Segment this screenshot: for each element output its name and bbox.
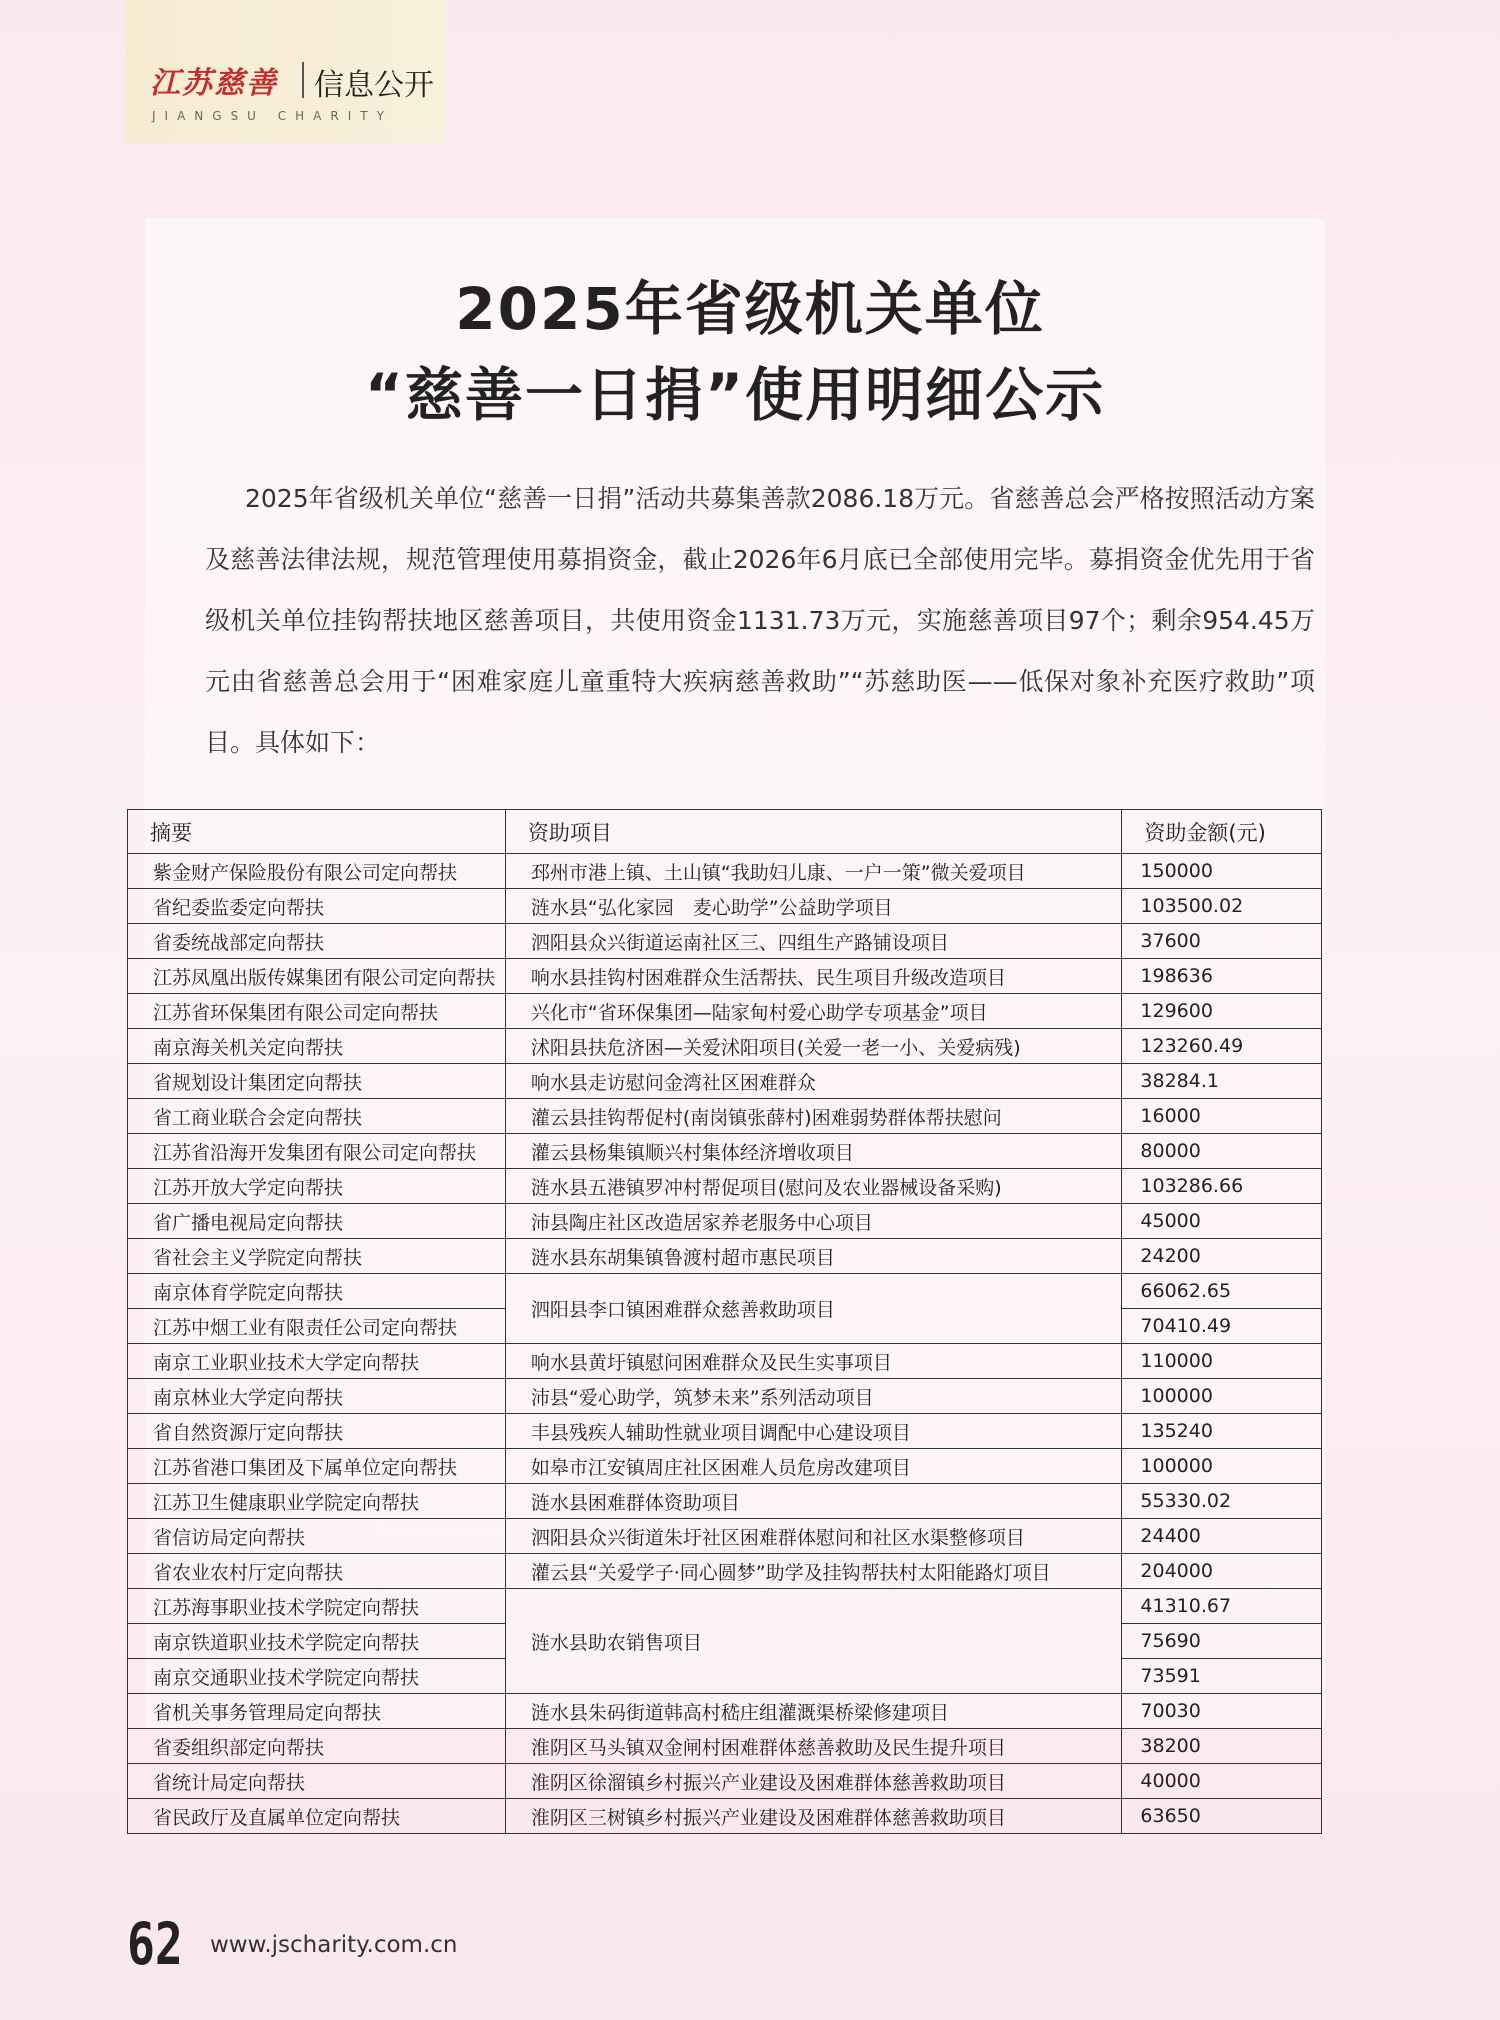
cell-amount: 103500.02: [1122, 889, 1322, 924]
cell-amount: 38200: [1122, 1729, 1322, 1764]
table-row: [128, 924, 1322, 959]
cell-project: 涟水县东胡集镇鲁渡村超市惠民项目: [505, 1239, 1122, 1274]
cell-amount: 123260.49: [1122, 1029, 1322, 1064]
header-summary: 摘要: [128, 810, 506, 854]
table-row: [128, 1169, 1322, 1204]
table-row: [128, 889, 1322, 924]
cell-project: 淮阴区三树镇乡村振兴产业建设及困难群体慈善救助项目: [505, 1799, 1122, 1834]
table-header-row: [128, 810, 1322, 854]
page-number: 62: [127, 1910, 183, 1978]
cell-project: 涟水县五港镇罗冲村帮促项目(慰问及农业器械设备采购): [505, 1169, 1122, 1204]
table-row: [128, 1274, 1322, 1309]
cell-project: 邳州市港上镇、土山镇“我助妇儿康、一户一策”微关爱项目: [505, 854, 1122, 889]
cell-amount: 63650: [1122, 1799, 1322, 1834]
cell-summary: 省信访局定向帮扶: [128, 1519, 506, 1554]
cell-summary: 省自然资源厅定向帮扶: [128, 1414, 506, 1449]
table-row: [128, 994, 1322, 1029]
intro-paragraph: 2025年省级机关单位“慈善一日捐”活动共募集善款2086.18万元。省慈善总会严格按照活动方案及慈善法律法规，规范管理使用募捐资金，截止2026年6月底已全部使用完毕。募捐资金优先用于省级机关单位挂钩帮扶地区慈善项目，共使用资金1131.73万元，实施慈善项目97个；剩余954.45万元由省慈善总会用于“困难家庭儿童重特大疾病慈善救助”“苏慈助医——低保对象补充医疗救助”项目。具体如下：: [205, 484, 1315, 757]
table-row: [128, 1344, 1322, 1379]
cell-amount: 129600: [1122, 994, 1322, 1029]
cell-summary: 省农业农村厅定向帮扶: [128, 1554, 506, 1589]
cell-project: 响水县挂钩村困难群众生活帮扶、民生项目升级改造项目: [505, 959, 1122, 994]
logo-subtitle: JIANGSU CHARITY: [152, 109, 393, 123]
table-row: [128, 1029, 1322, 1064]
table-row: [128, 1449, 1322, 1484]
table-row: [128, 1484, 1322, 1519]
cell-summary: 省委组织部定向帮扶: [128, 1729, 506, 1764]
cell-project: 如皋市江安镇周庄社区困难人员危房改建项目: [505, 1449, 1122, 1484]
cell-summary: 江苏省港口集团及下属单位定向帮扶: [128, 1449, 506, 1484]
cell-summary: 南京交通职业技术学院定向帮扶: [128, 1659, 506, 1694]
cell-amount: 24200: [1122, 1239, 1322, 1274]
site-url[interactable]: www.jscharity.com.cn: [210, 1932, 458, 1958]
cell-summary: 省规划设计集团定向帮扶: [128, 1064, 506, 1099]
cell-summary: 江苏海事职业技术学院定向帮扶: [128, 1589, 506, 1624]
cell-project: 灌云县杨集镇顺兴村集体经济增收项目: [505, 1134, 1122, 1169]
cell-summary: 江苏中烟工业有限责任公司定向帮扶: [128, 1309, 506, 1344]
section-title: 信息公开: [314, 68, 434, 103]
cell-summary: 江苏凤凰出版传媒集团有限公司定向帮扶: [128, 959, 506, 994]
cell-project: 涟水县“弘化家园 麦心助学”公益助学项目: [505, 889, 1122, 924]
cell-project: 沭阳县扶危济困—关爱沭阳项目(关爱一老一小、关爱病残): [505, 1029, 1122, 1064]
table-row: [128, 1099, 1322, 1134]
header-amount: 资助金额(元): [1122, 810, 1322, 854]
cell-summary: 省社会主义学院定向帮扶: [128, 1239, 506, 1274]
cell-summary: 江苏省环保集团有限公司定向帮扶: [128, 994, 506, 1029]
cell-summary: 南京工业职业技术大学定向帮扶: [128, 1344, 506, 1379]
cell-amount: 73591: [1122, 1659, 1322, 1694]
cell-amount: 37600: [1122, 924, 1322, 959]
cell-project: 灌云县“关爱学子·同心圆梦”助学及挂钩帮扶村太阳能路灯项目: [505, 1554, 1122, 1589]
cell-amount: 198636: [1122, 959, 1322, 994]
cell-summary: 紫金财产保险股份有限公司定向帮扶: [128, 854, 506, 889]
cell-amount: 75690: [1122, 1624, 1322, 1659]
cell-amount: 204000: [1122, 1554, 1322, 1589]
table-row: [128, 959, 1322, 994]
table-row: [128, 1589, 1322, 1624]
cell-project: 泗阳县李口镇困难群众慈善救助项目: [505, 1274, 1122, 1344]
cell-amount: 135240: [1122, 1414, 1322, 1449]
cell-amount: 24400: [1122, 1519, 1322, 1554]
cell-project: 灌云县挂钩帮促村(南岗镇张薛村)困难弱势群体帮扶慰问: [505, 1099, 1122, 1134]
table-row: [128, 1134, 1322, 1169]
cell-amount: 100000: [1122, 1379, 1322, 1414]
cell-project: 兴化市“省环保集团—陆家甸村爱心助学专项基金”项目: [505, 994, 1122, 1029]
cell-project: 丰县残疾人辅助性就业项目调配中心建设项目: [505, 1414, 1122, 1449]
cell-amount: 55330.02: [1122, 1484, 1322, 1519]
table-row: [128, 1764, 1322, 1799]
cell-amount: 41310.67: [1122, 1589, 1322, 1624]
cell-amount: 70410.49: [1122, 1309, 1322, 1344]
header-project: 资助项目: [505, 810, 1122, 854]
table-row: [128, 1204, 1322, 1239]
cell-amount: 45000: [1122, 1204, 1322, 1239]
cell-summary: 省广播电视局定向帮扶: [128, 1204, 506, 1239]
cell-project: 沛县“爱心助学，筑梦未来”系列活动项目: [505, 1379, 1122, 1414]
table-row: [128, 1799, 1322, 1834]
table-row: [128, 1519, 1322, 1554]
cell-summary: 省委统战部定向帮扶: [128, 924, 506, 959]
cell-amount: 100000: [1122, 1449, 1322, 1484]
table-row: [128, 854, 1322, 889]
page-title-line1: 2025年省级机关单位: [455, 275, 1045, 343]
cell-summary: 江苏卫生健康职业学院定向帮扶: [128, 1484, 506, 1519]
cell-amount: 80000: [1122, 1134, 1322, 1169]
cell-amount: 110000: [1122, 1344, 1322, 1379]
logo: 江苏慈善: [150, 66, 278, 101]
cell-summary: 南京体育学院定向帮扶: [128, 1274, 506, 1309]
cell-summary: 南京铁道职业技术学院定向帮扶: [128, 1624, 506, 1659]
cell-project: 淮阴区马头镇双金闸村困难群体慈善救助及民生提升项目: [505, 1729, 1122, 1764]
table-row: [128, 1239, 1322, 1274]
cell-amount: 103286.66: [1122, 1169, 1322, 1204]
table-row: [128, 1729, 1322, 1764]
cell-summary: 江苏省沿海开发集团有限公司定向帮扶: [128, 1134, 506, 1169]
table-row: [128, 1414, 1322, 1449]
cell-summary: 省工商业联合会定向帮扶: [128, 1099, 506, 1134]
cell-amount: 40000: [1122, 1764, 1322, 1799]
cell-project: 涟水县朱码街道韩高村嵇庄组灌溉渠桥梁修建项目: [505, 1694, 1122, 1729]
cell-summary: 省统计局定向帮扶: [128, 1764, 506, 1799]
cell-project: 响水县走访慰问金湾社区困难群众: [505, 1064, 1122, 1099]
table-row: [128, 1064, 1322, 1099]
cell-summary: 江苏开放大学定向帮扶: [128, 1169, 506, 1204]
funding-table: [127, 809, 1322, 1834]
cell-amount: 16000: [1122, 1099, 1322, 1134]
cell-summary: 省纪委监委定向帮扶: [128, 889, 506, 924]
table-row: [128, 1554, 1322, 1589]
cell-amount: 150000: [1122, 854, 1322, 889]
intro-text: [205, 468, 1315, 773]
cell-project: 涟水县助农销售项目: [505, 1589, 1122, 1694]
cell-summary: 南京海关机关定向帮扶: [128, 1029, 506, 1064]
cell-summary: 南京林业大学定向帮扶: [128, 1379, 506, 1414]
cell-project: 泗阳县众兴街道运南社区三、四组生产路铺设项目: [505, 924, 1122, 959]
table-row: [128, 1694, 1322, 1729]
page-title-line2: “慈善一日捐”使用明细公示: [364, 361, 1106, 429]
header-divider: [302, 62, 304, 98]
cell-project: 泗阳县众兴街道朱圩社区困难群体慰问和社区水渠整修项目: [505, 1519, 1122, 1554]
cell-summary: 省机关事务管理局定向帮扶: [128, 1694, 506, 1729]
cell-project: 涟水县困难群体资助项目: [505, 1484, 1122, 1519]
table-row: [128, 1379, 1322, 1414]
cell-amount: 38284.1: [1122, 1064, 1322, 1099]
cell-amount: 66062.65: [1122, 1274, 1322, 1309]
cell-project: 响水县黄圩镇慰问困难群众及民生实事项目: [505, 1344, 1122, 1379]
cell-project: 沛县陶庄社区改造居家养老服务中心项目: [505, 1204, 1122, 1239]
cell-project: 淮阴区徐溜镇乡村振兴产业建设及困难群体慈善救助项目: [505, 1764, 1122, 1799]
cell-summary: 省民政厅及直属单位定向帮扶: [128, 1799, 506, 1834]
cell-amount: 70030: [1122, 1694, 1322, 1729]
